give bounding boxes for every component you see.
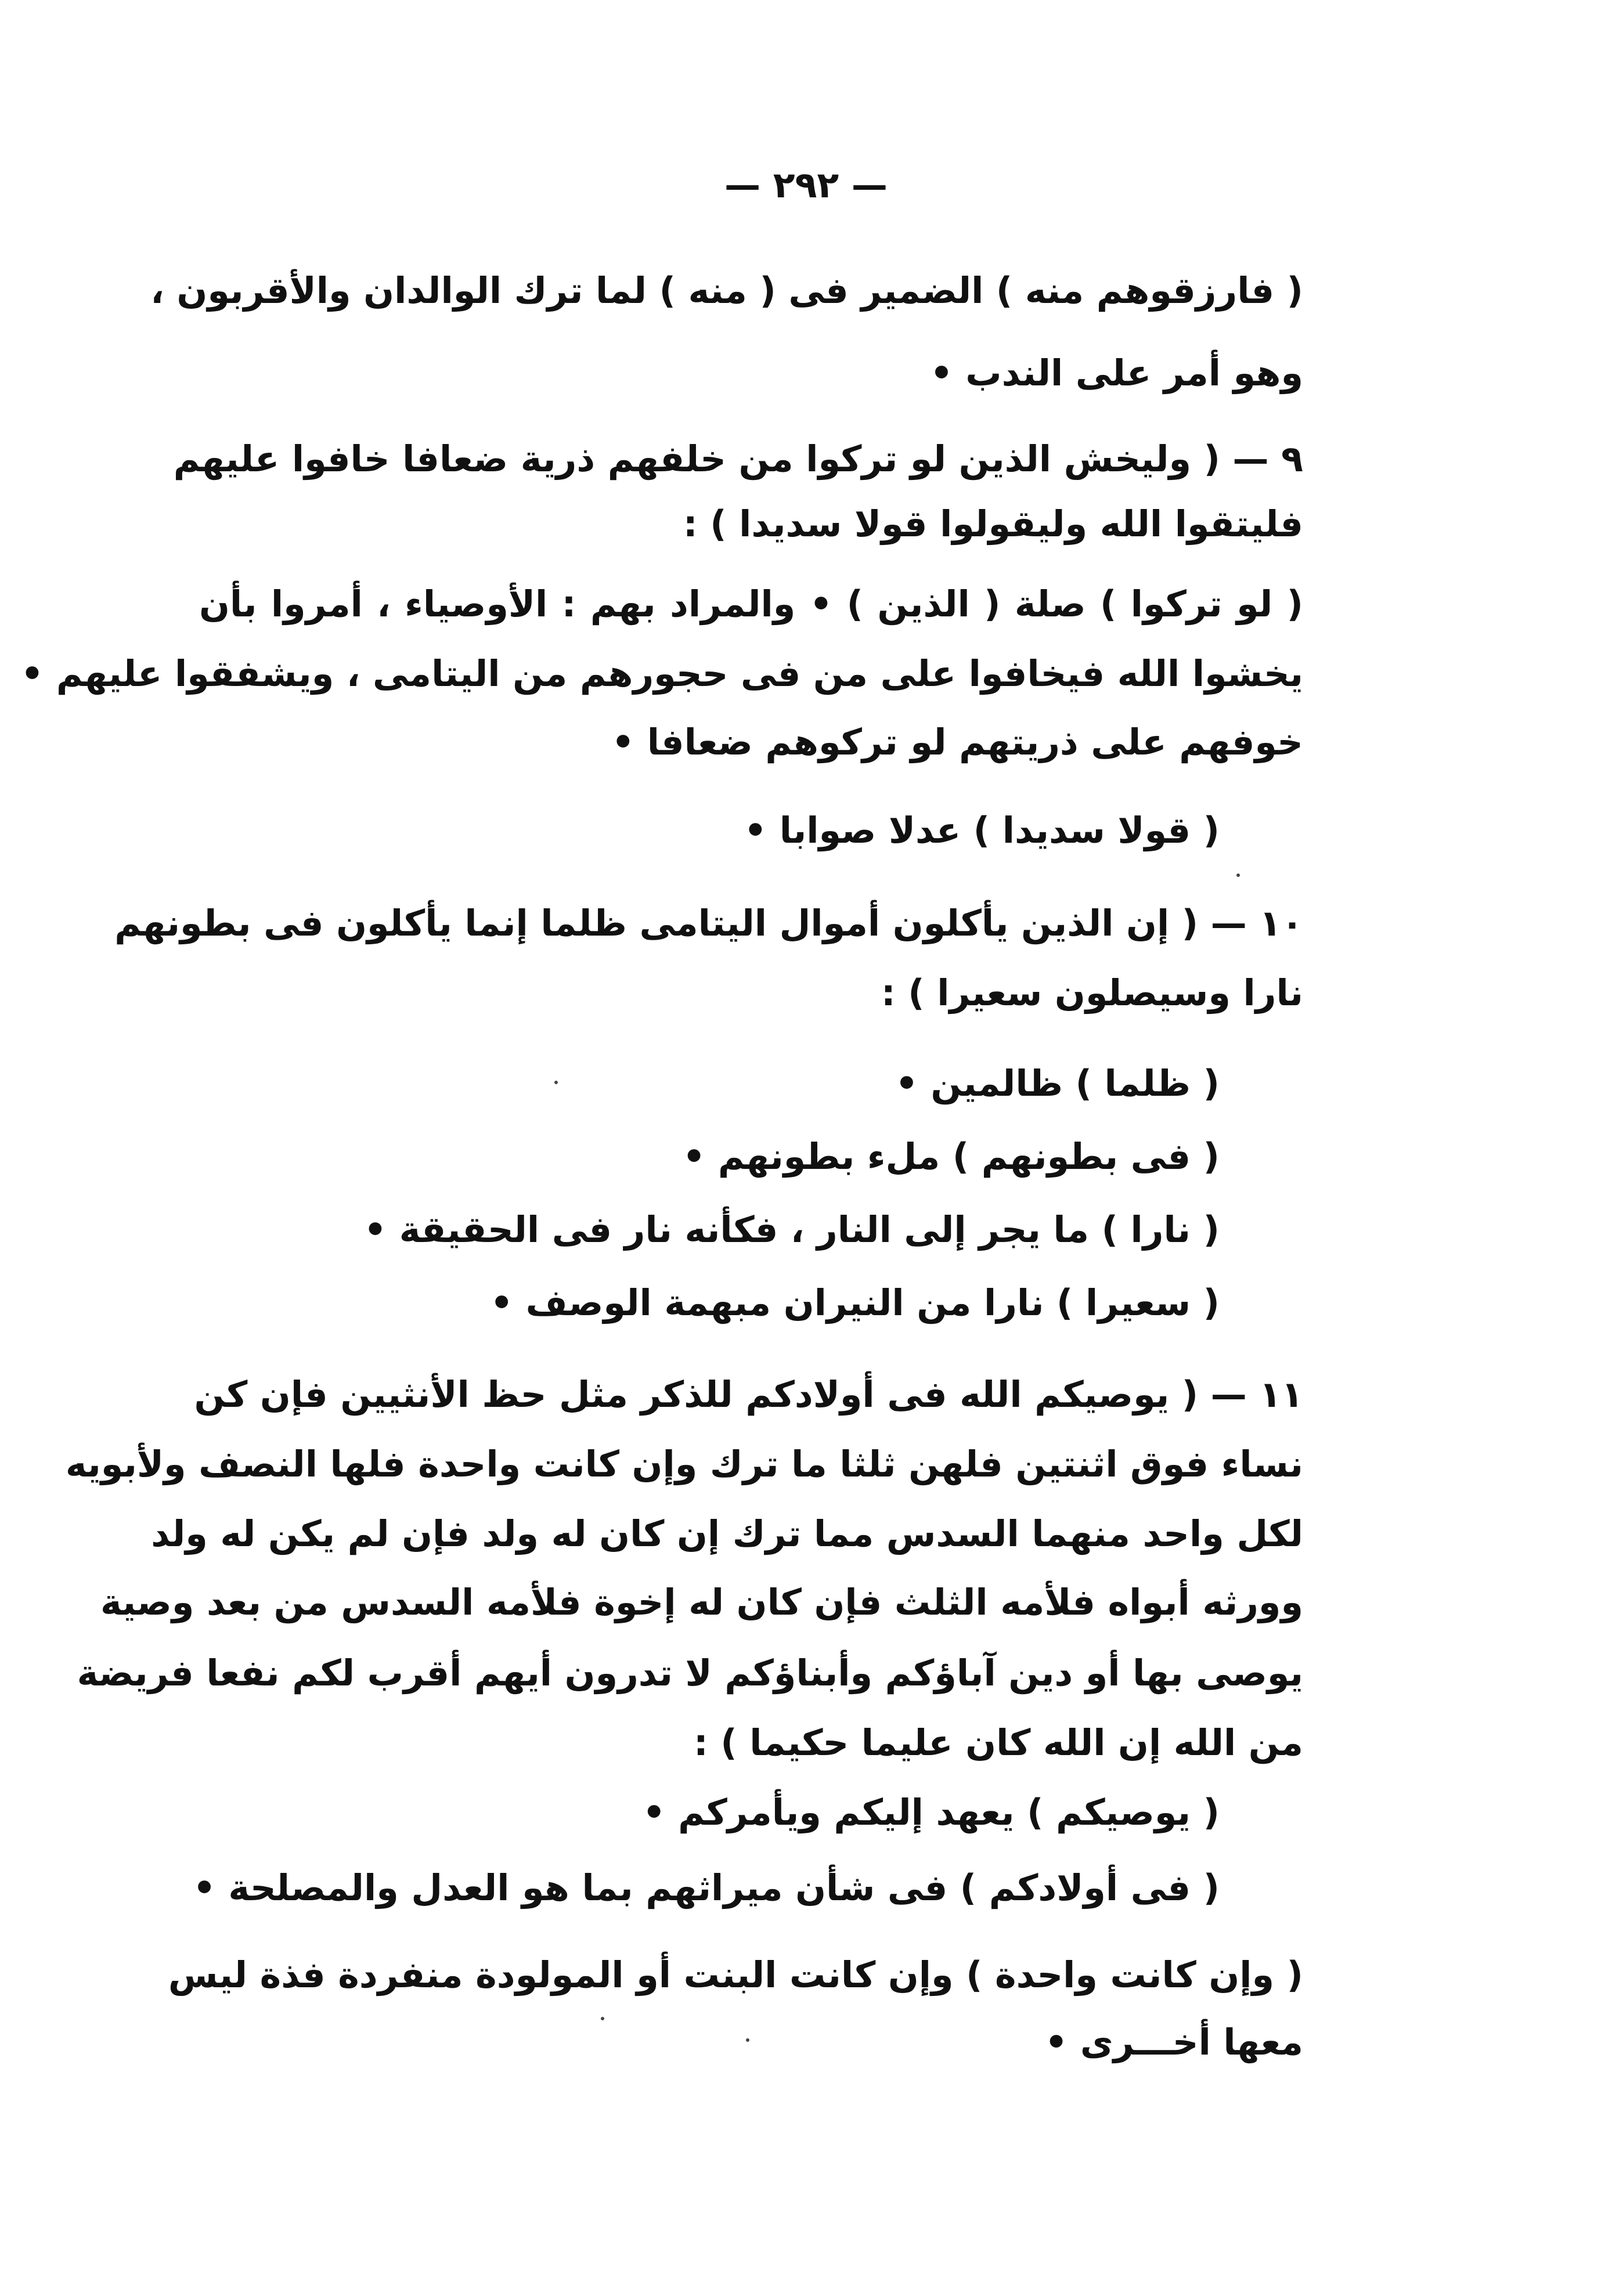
text-line: وهو أمر على الندب • <box>930 352 1303 394</box>
text-line: ( نارا ) ما يجر إلى النار ، فكأنه نار فى الحقيقة • <box>363 1208 1220 1251</box>
text-line: ( وإن كانت واحدة ) وإن كانت البنت أو المولودة منفردة فذة ليس <box>168 1954 1303 1996</box>
text-line: وورثه أبواه فلأمه الثلث فإن كان له إخوة فلأمه السدس من بعد وصية <box>100 1581 1303 1623</box>
text-line: ( قولا سديدا ) عدلا صوابا • <box>744 809 1220 851</box>
scan-speck <box>1236 873 1240 877</box>
text-line: لكل واحد منهما السدس مما ترك إن كان له ولد فإن لم يكن له ولد <box>151 1512 1303 1555</box>
text-line: ( سعيرا ) نارا من النيران مبهمة الوصف • <box>490 1281 1220 1324</box>
text-line: من الله إن الله كان عليما حكيما ) : <box>693 1721 1303 1764</box>
text-line: ( فى أولادكم ) فى شأن ميراثهم بما هو العدل والمصلحة • <box>193 1867 1220 1909</box>
text-line: خوفهم على ذريتهم لو تركوهم ضعافا • <box>611 721 1303 763</box>
page-number: — ٢٩٢ — <box>724 164 888 206</box>
text-line: يخشوا الله فيخافوا على من فى حجورهم من اليتامى ، ويشفقوا عليهم • <box>20 652 1303 695</box>
text-line: ( فى بطونهم ) ملء بطونهم • <box>682 1135 1220 1178</box>
text-line: ( لو تركوا ) صلة ( الذين ) • والمراد بهم : الأوصياء ، أمروا بأن <box>199 583 1303 625</box>
scan-speck <box>554 1081 558 1084</box>
text-line: ١٠ — ( إن الذين يأكلون أموال اليتامى ظلما إنما يأكلون فى بطونهم <box>114 902 1303 944</box>
scan-speck <box>601 2017 604 2020</box>
scan-speck <box>746 2038 749 2042</box>
text-line: نارا وسيصلون سعيرا ) : <box>881 972 1303 1014</box>
text-line: ( يوصيكم ) يعهد إليكم ويأمركم • <box>642 1791 1220 1833</box>
text-line: ٩ — ( وليخش الذين لو تركوا من خلفهم ذرية ضعافا خافوا عليهم <box>173 438 1303 480</box>
text-line: معها أخـــرى • <box>1044 2021 1303 2063</box>
text-line: نساء فوق اثنتين فلهن ثلثا ما ترك وإن كانت واحدة فلها النصف ولأبويه <box>65 1443 1303 1485</box>
text-line: فليتقوا الله وليقولوا قولا سديدا ) : <box>683 503 1303 545</box>
text-line: يوصى بها أو دين آباؤكم وأبناؤكم لا تدرون أيهم أقرب لكم نفعا فريضة <box>77 1652 1303 1694</box>
text-line: ١١ — ( يوصيكم الله فى أولادكم للذكر مثل حظ الأنثيين فإن كن <box>194 1373 1303 1416</box>
text-line: ( فارزقوهم منه ) الضمير فى ( منه ) لما ترك الوالدان والأقربون ، <box>150 269 1303 312</box>
text-line: ( ظلما ) ظالمين • <box>895 1062 1220 1104</box>
